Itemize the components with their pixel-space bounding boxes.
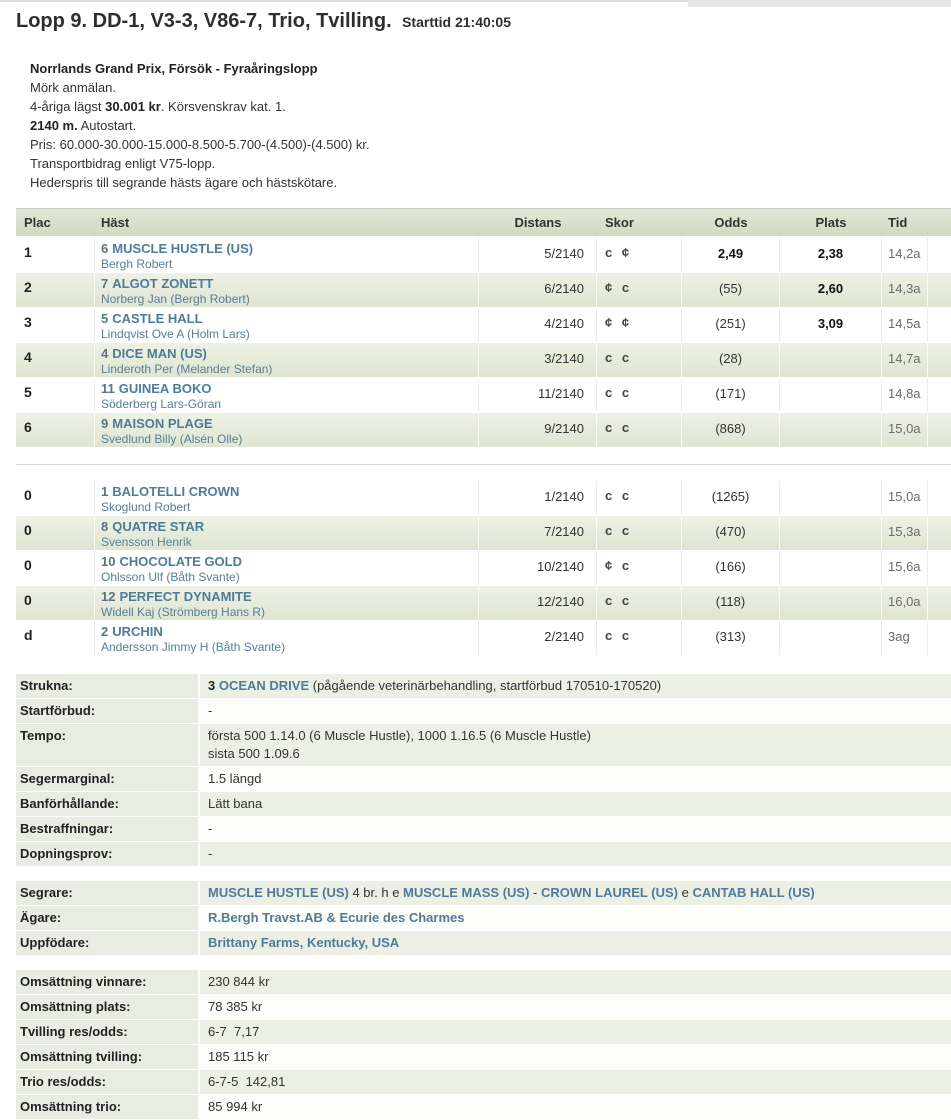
horse-line [101, 589, 478, 605]
info-label: Startförbud: [16, 699, 200, 723]
results-table-header [16, 208, 951, 238]
column-header-distans: Distans [514, 215, 562, 230]
horse-number: 11 [101, 381, 115, 396]
time-cell: 14,8a [882, 378, 928, 412]
info-row [16, 699, 951, 724]
odds-cell: (118) [682, 586, 780, 620]
text-segment: 78 385 kr [208, 999, 263, 1014]
info-value [200, 792, 951, 816]
race-condition-line [30, 116, 951, 135]
start-time-label: Starttid 21:40:05 [402, 14, 512, 30]
distance-cell: 2/2140 [479, 621, 597, 655]
horse-number: 4 [101, 346, 109, 361]
placing-cell: 2 [16, 273, 95, 307]
horse-line [101, 381, 478, 397]
result-row [16, 621, 951, 656]
result-row [16, 378, 951, 413]
info-label: Tvilling res/odds: [16, 1020, 200, 1044]
distance-cell: 3/2140 [479, 343, 597, 377]
row-edge-spacer [928, 308, 951, 342]
text-segment: - [208, 821, 213, 836]
text-segment: första 500 1.14.0 (6 Muscle Hustle), 1000 1.16.5 (6 Muscle Hustle) [208, 728, 591, 743]
text-segment: 1.5 längd [208, 771, 262, 786]
text-segment: . Körsvenskrav kat. 1. [160, 99, 286, 114]
text-segment: e [677, 885, 693, 900]
odds-cell: (313) [682, 621, 780, 655]
driver-name-link[interactable]: Andersson Jimmy H (Båth Svante) [101, 640, 286, 654]
info-value-line [208, 885, 951, 903]
place-odds-cell: 2,60 [780, 273, 882, 307]
shoes-icons: c c [597, 586, 682, 620]
horse-name-link[interactable]: ALGOT ZONETT [112, 276, 214, 291]
row-edge-spacer [928, 238, 951, 272]
distance-cell: 11/2140 [479, 378, 597, 412]
place-odds-cell: 2,38 [780, 238, 882, 272]
info-row [16, 995, 951, 1020]
info-row [16, 970, 951, 995]
info-row [16, 674, 951, 699]
horse-cell [95, 551, 479, 585]
horse-line [101, 519, 478, 535]
result-row [16, 238, 951, 273]
result-row [16, 516, 951, 551]
horse-cell [95, 378, 479, 412]
result-row [16, 481, 951, 516]
horse-number: 10 [101, 554, 116, 569]
column-header-plats: Plats [815, 215, 847, 230]
info-value-line [208, 703, 951, 721]
info-row [16, 817, 951, 842]
horse-name-link[interactable]: CASTLE HALL [112, 311, 203, 326]
page-title: Lopp 9. DD-1, V3-3, V86-7, Trio, Tvilling. [16, 10, 392, 32]
row-edge-spacer [928, 551, 951, 585]
horse-name-link[interactable]: BALOTELLI CROWN [112, 484, 240, 499]
info-value [200, 995, 951, 1019]
shoes-icons: c c [597, 621, 682, 655]
text-segment: 6-7-5 142,81 [208, 1074, 286, 1089]
driver-name-link[interactable]: Ohlsson Ulf (Båth Svante) [101, 570, 240, 584]
placing-cell: 6 [16, 413, 95, 447]
betting-block [16, 970, 951, 1120]
race-condition-line [30, 59, 951, 78]
row-edge-spacer [928, 413, 951, 447]
horse-cell [95, 516, 479, 550]
horse-number: 1 [101, 484, 109, 499]
time-cell: 15,0a [882, 413, 928, 447]
info-label: Bestraffningar: [16, 817, 200, 841]
place-odds-cell [780, 551, 882, 585]
text-segment: 30.001 kr [105, 99, 161, 114]
race-condition-line [30, 78, 951, 97]
info-value-line [208, 1099, 951, 1117]
text-segment: - [529, 885, 541, 900]
info-value [200, 674, 951, 698]
horse-cell [95, 308, 479, 342]
place-odds-cell [780, 481, 882, 515]
text-segment: Lätt bana [208, 796, 263, 811]
info-value [200, 931, 951, 955]
driver-name-link[interactable]: Svensson Henrik [101, 535, 192, 549]
place-odds-cell [780, 343, 882, 377]
info-value-line [208, 1074, 951, 1092]
distance-cell: 5/2140 [479, 238, 597, 272]
column-header-spacer [928, 209, 951, 236]
info-row [16, 906, 951, 931]
shoes-icons: ¢ c [597, 273, 682, 307]
horse-cell [95, 273, 479, 307]
text-segment: Norrlands Grand Prix, Försök - Fyraåringslopp [30, 61, 318, 76]
column-header-skor: Skor [605, 215, 634, 230]
race-conditions [30, 59, 951, 192]
text-segment: 2140 m. [30, 118, 78, 133]
text-link[interactable]: CROWN LAUREL (US) [541, 885, 678, 900]
odds-cell: (55) [682, 273, 780, 307]
text-segment: Pris: 60.000-30.000-15.000-8.500-5.700-(4.500)-(4.500) kr. [30, 137, 370, 152]
text-segment: Transportbidrag enligt V75-lopp. [30, 156, 216, 171]
top-right-strip [688, 0, 951, 7]
row-edge-spacer [928, 343, 951, 377]
shoes-icons: ¢ c [597, 551, 682, 585]
horse-name-link[interactable]: MUSCLE HUSTLE (US) [112, 241, 254, 256]
time-cell: 3ag [882, 621, 928, 655]
distance-cell: 12/2140 [479, 586, 597, 620]
placing-cell: 0 [16, 481, 95, 515]
info-row [16, 1045, 951, 1070]
text-link[interactable]: Brittany Farms, Kentucky, USA [208, 935, 400, 950]
info-row [16, 1095, 951, 1120]
row-edge-spacer [928, 378, 951, 412]
driver-name-link[interactable]: Norberg Jan (Bergh Robert) [101, 292, 250, 306]
race-condition-line [30, 97, 951, 116]
horse-number: 9 [101, 416, 109, 431]
horse-name-link[interactable]: DICE MAN (US) [112, 346, 207, 361]
place-odds-cell [780, 516, 882, 550]
odds-cell: (28) [682, 343, 780, 377]
placing-cell: 5 [16, 378, 95, 412]
text-segment: Hederspris till segrande hästs ägare och hästskötare. [30, 175, 338, 190]
info-value [200, 1045, 951, 1069]
time-cell: 15,6a [882, 551, 928, 585]
horse-cell [95, 238, 479, 272]
shoes-icons: c c [597, 413, 682, 447]
driver-name-link[interactable]: Svedlund Billy (Alsén Olle) [101, 432, 243, 446]
time-cell: 14,7a [882, 343, 928, 377]
info-row [16, 724, 951, 767]
info-label: Strukna: [16, 674, 200, 698]
info-value-line [208, 1024, 951, 1042]
placing-cell: 1 [16, 238, 95, 272]
info-value [200, 1070, 951, 1094]
text-segment: - [208, 846, 213, 861]
info-row [16, 842, 951, 867]
column-header-plac: Plac [24, 215, 51, 230]
results-section-placed [16, 238, 951, 448]
info-value [200, 1095, 951, 1119]
shoes-icons: c c [597, 516, 682, 550]
result-row [16, 273, 951, 308]
text-segment: 185 115 kr [208, 1049, 269, 1064]
horse-line [101, 311, 478, 327]
time-cell: 14,5a [882, 308, 928, 342]
horse-name-link[interactable]: URCHIN [112, 624, 163, 639]
info-label: Tempo: [16, 724, 200, 766]
row-edge-spacer [928, 621, 951, 655]
info-value-line [208, 746, 951, 764]
text-link[interactable]: MUSCLE HUSTLE (US) [208, 885, 349, 900]
odds-cell: (470) [682, 516, 780, 550]
result-row [16, 343, 951, 378]
info-value [200, 699, 951, 723]
text-segment: 85 994 kr [208, 1099, 263, 1114]
info-value-line [208, 796, 951, 814]
row-edge-spacer [928, 516, 951, 550]
text-segment: (pågående veterinärbehandling, startförbud 170510-170520) [309, 678, 662, 693]
distance-cell: 7/2140 [479, 516, 597, 550]
shoes-icons: ¢ ¢ [597, 308, 682, 342]
text-segment: sista 500 1.09.6 [208, 746, 300, 761]
horse-line [101, 346, 478, 362]
time-cell: 16,0a [882, 586, 928, 620]
distance-cell: 1/2140 [479, 481, 597, 515]
info-label: Segermarginal: [16, 767, 200, 791]
driver-name-link[interactable]: Lindqvist Ove A (Holm Lars) [101, 327, 250, 341]
text-segment: Autostart. [77, 118, 137, 133]
odds-cell: (1265) [682, 481, 780, 515]
info-label: Omsättning vinnare: [16, 970, 200, 994]
row-edge-spacer [928, 273, 951, 307]
info-label: Omsättning trio: [16, 1095, 200, 1119]
race-details-block [16, 674, 951, 867]
driver-name-link[interactable]: Bergh Robert [101, 257, 173, 271]
info-label: Omsättning tvilling: [16, 1045, 200, 1069]
race-condition-line [30, 173, 951, 192]
horse-cell [95, 586, 479, 620]
time-cell: 15,0a [882, 481, 928, 515]
info-value-line [208, 974, 951, 992]
placing-cell: 0 [16, 551, 95, 585]
place-odds-cell [780, 378, 882, 412]
distance-cell: 9/2140 [479, 413, 597, 447]
text-segment: 230 844 kr [208, 974, 270, 989]
result-row [16, 308, 951, 343]
row-edge-spacer [928, 586, 951, 620]
text-segment: 3 [208, 678, 219, 693]
odds-cell: (166) [682, 551, 780, 585]
info-row [16, 931, 951, 956]
time-cell: 14,2a [882, 238, 928, 272]
horse-cell [95, 413, 479, 447]
info-label: Dopningsprov: [16, 842, 200, 866]
driver-name-link[interactable]: Söderberg Lars-Göran [101, 397, 222, 411]
column-header-odds: Odds [714, 215, 748, 230]
distance-cell: 4/2140 [479, 308, 597, 342]
info-value-line [208, 910, 951, 928]
horse-name-link[interactable]: GUINEA BOKO [118, 381, 212, 396]
placing-cell: 0 [16, 586, 95, 620]
info-value-line [208, 771, 951, 789]
info-label: Banförhållande: [16, 792, 200, 816]
info-row [16, 1070, 951, 1095]
driver-name-link[interactable]: Widell Kaj (Strömberg Hans R) [101, 605, 266, 619]
horse-line [101, 484, 478, 500]
horse-cell [95, 481, 479, 515]
horse-line [101, 241, 478, 257]
text-link[interactable]: R.Bergh Travst.AB & Ecurie des Charmes [208, 910, 465, 925]
race-condition-line [30, 135, 951, 154]
result-row [16, 551, 951, 586]
results-section-unplaced [16, 481, 951, 656]
text-segment: - [208, 703, 213, 718]
winner-details-block [16, 881, 951, 956]
row-edge-spacer [928, 481, 951, 515]
info-row [16, 881, 951, 906]
placing-cell: 4 [16, 343, 95, 377]
horse-line [101, 276, 478, 292]
horse-number: 5 [101, 311, 109, 326]
text-link[interactable]: CANTAB HALL (US) [692, 885, 815, 900]
info-value-line [208, 728, 951, 746]
horse-line [101, 416, 478, 432]
horse-number: 2 [101, 624, 109, 639]
placing-cell: 3 [16, 308, 95, 342]
text-link[interactable]: MUSCLE MASS (US) [403, 885, 530, 900]
odds-cell: (251) [682, 308, 780, 342]
text-segment: 4 br. h e [348, 885, 404, 900]
info-value-line [208, 821, 951, 839]
horse-number: 7 [101, 276, 109, 291]
text-link[interactable]: OCEAN DRIVE [218, 678, 310, 693]
text-segment: 4-åriga lägst [30, 99, 106, 114]
horse-line [101, 624, 478, 640]
column-header-tid: Tid [888, 215, 908, 230]
driver-name-link[interactable]: Skoglund Robert [101, 500, 191, 514]
horse-number: 8 [101, 519, 109, 534]
info-value [200, 817, 951, 841]
info-value [200, 724, 951, 766]
result-row [16, 586, 951, 621]
place-odds-cell: 3,09 [780, 308, 882, 342]
horse-line [101, 554, 478, 570]
time-cell: 15,3a [882, 516, 928, 550]
info-value-line [208, 999, 951, 1017]
info-value [200, 767, 951, 791]
horse-cell [95, 621, 479, 655]
horse-name-link[interactable]: PERFECT DYNAMITE [119, 589, 252, 604]
driver-name-link[interactable]: Linderoth Per (Melander Stefan) [101, 362, 273, 376]
info-value [200, 970, 951, 994]
info-label: Segrare: [16, 881, 200, 905]
shoes-icons: c ¢ [597, 238, 682, 272]
info-row [16, 767, 951, 792]
info-label: Trio res/odds: [16, 1070, 200, 1094]
info-value-line [208, 678, 951, 696]
text-segment: 6-7 7,17 [208, 1024, 260, 1039]
race-condition-line [30, 154, 951, 173]
placing-cell: 0 [16, 516, 95, 550]
result-row [16, 413, 951, 448]
odds-cell: 2,49 [682, 238, 780, 272]
odds-cell: (868) [682, 413, 780, 447]
info-value [200, 906, 951, 930]
horse-name-link[interactable]: CHOCOLATE GOLD [119, 554, 242, 569]
horse-number: 6 [101, 241, 109, 256]
shoes-icons: c c [597, 378, 682, 412]
horse-name-link[interactable]: MAISON PLAGE [112, 416, 213, 431]
text-segment: Mörk anmälan. [30, 80, 116, 95]
info-row [16, 792, 951, 817]
info-label: Ägare: [16, 906, 200, 930]
place-odds-cell [780, 586, 882, 620]
info-value [200, 842, 951, 866]
info-value-line [208, 1049, 951, 1067]
distance-cell: 6/2140 [479, 273, 597, 307]
time-cell: 14,3a [882, 273, 928, 307]
distance-cell: 10/2140 [479, 551, 597, 585]
shoes-icons: c c [597, 343, 682, 377]
shoes-icons: c c [597, 481, 682, 515]
place-odds-cell [780, 621, 882, 655]
info-value-line [208, 846, 951, 864]
odds-cell: (171) [682, 378, 780, 412]
info-value [200, 881, 951, 905]
horse-number: 12 [101, 589, 116, 604]
horse-cell [95, 343, 479, 377]
placing-cell: d [16, 621, 95, 655]
place-odds-cell [780, 413, 882, 447]
horse-name-link[interactable]: QUATRE STAR [112, 519, 205, 534]
info-label: Uppfödare: [16, 931, 200, 955]
section-divider [16, 464, 951, 465]
column-header-hast: Häst [101, 215, 130, 230]
results-table-unplaced [16, 481, 951, 656]
results-table [16, 208, 951, 448]
info-label: Omsättning plats: [16, 995, 200, 1019]
info-value-line [208, 935, 951, 953]
